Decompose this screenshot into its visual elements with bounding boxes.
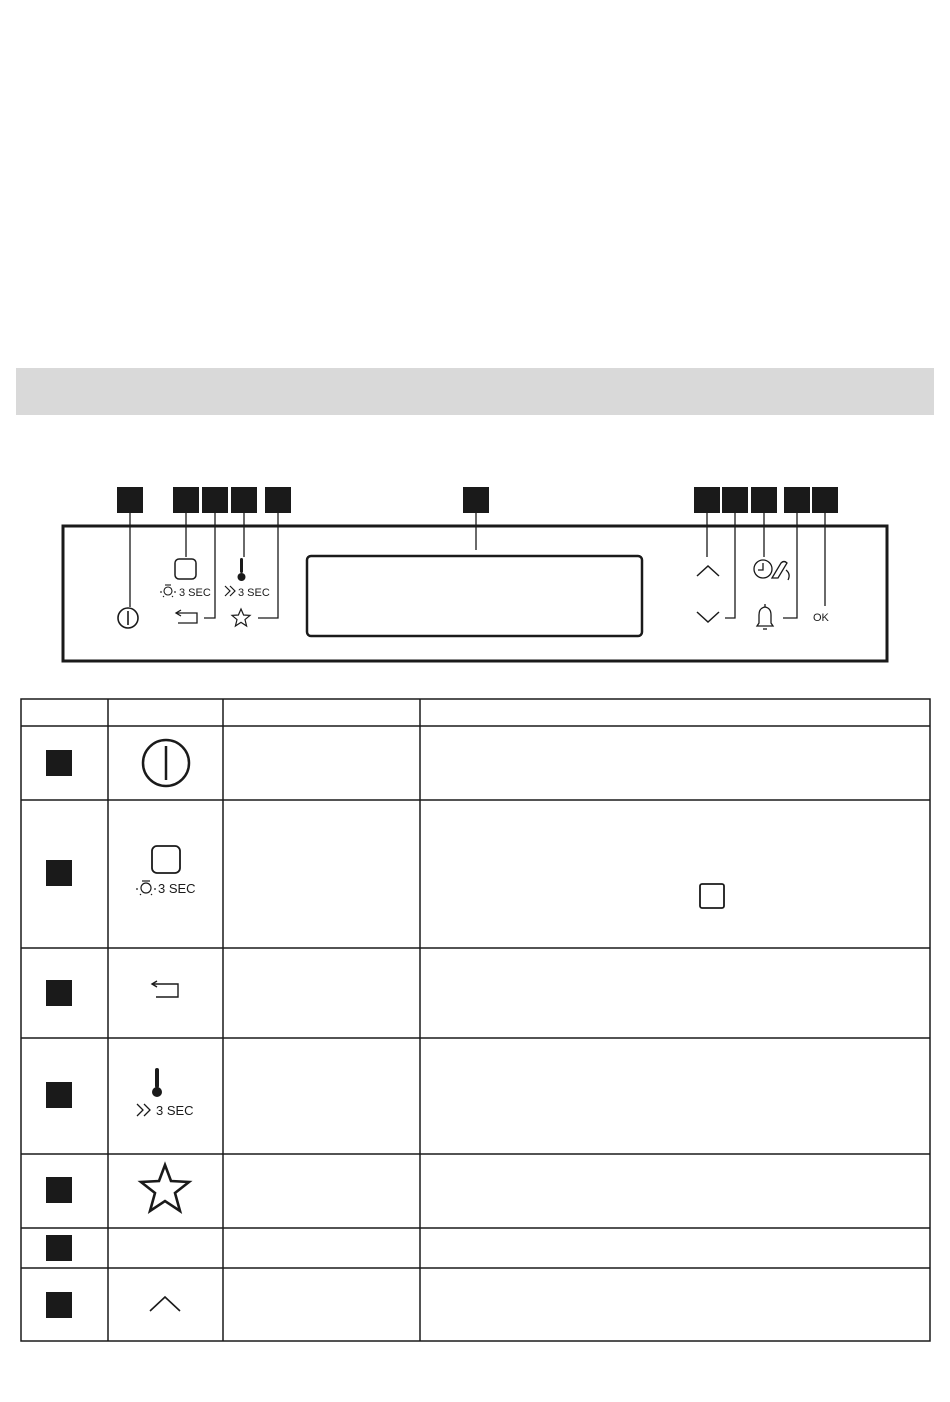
table-grid <box>21 699 930 1341</box>
function-table <box>20 698 932 1344</box>
lamp-icon <box>160 585 176 597</box>
callout-marker-10 <box>784 487 810 513</box>
power-icon <box>118 608 138 628</box>
callout-marker-7 <box>694 487 720 513</box>
thermometer-icon <box>238 558 246 581</box>
callout-marker-3 <box>202 487 228 513</box>
leader-lines <box>130 513 825 618</box>
table-heat-3sec-label: 3 SEC <box>156 1103 194 1118</box>
row-marker-2 <box>46 860 72 886</box>
square-icon <box>175 559 196 579</box>
row-marker-7 <box>46 1292 72 1318</box>
callout-marker-11 <box>812 487 838 513</box>
fast-forward-icon <box>225 586 235 596</box>
table-power-icon <box>143 740 189 786</box>
callout-marker-6 <box>463 487 489 513</box>
table-back-arrow-icon <box>152 981 178 997</box>
row-marker-3 <box>46 980 72 1006</box>
heat-3sec-label: 3 SEC <box>238 587 270 599</box>
ok-label: OK <box>813 612 829 624</box>
table-chevron-up-icon <box>150 1297 180 1311</box>
chevron-down-icon <box>697 612 719 622</box>
row-marker-6 <box>46 1235 72 1261</box>
section-heading-bar <box>16 368 934 415</box>
callout-marker-5 <box>265 487 291 513</box>
comment-square-icon <box>700 884 724 908</box>
table-light-3sec-label: 3 SEC <box>158 881 196 896</box>
display-window <box>307 556 642 636</box>
callout-marker-8 <box>722 487 748 513</box>
row-marker-1 <box>46 750 72 776</box>
star-icon <box>232 609 250 626</box>
bell-icon <box>757 604 773 629</box>
callout-marker-9 <box>751 487 777 513</box>
table-square-icon <box>152 846 180 873</box>
chevron-up-icon <box>697 566 719 576</box>
row-markers <box>46 750 72 1318</box>
table-star-icon <box>141 1165 189 1211</box>
table-lamp-icon <box>136 881 156 895</box>
control-panel-diagram <box>0 470 950 670</box>
callout-marker-1 <box>117 487 143 513</box>
table-thermometer-icon <box>152 1068 162 1097</box>
callout-marker-4 <box>231 487 257 513</box>
clock-edit-icon <box>754 560 789 580</box>
row-marker-5 <box>46 1177 72 1203</box>
light-3sec-label: 3 SEC <box>179 587 211 599</box>
back-arrow-icon <box>176 610 197 623</box>
row-marker-4 <box>46 1082 72 1108</box>
callout-marker-2 <box>173 487 199 513</box>
callout-markers <box>117 487 838 513</box>
table-fast-forward-icon <box>137 1104 150 1116</box>
